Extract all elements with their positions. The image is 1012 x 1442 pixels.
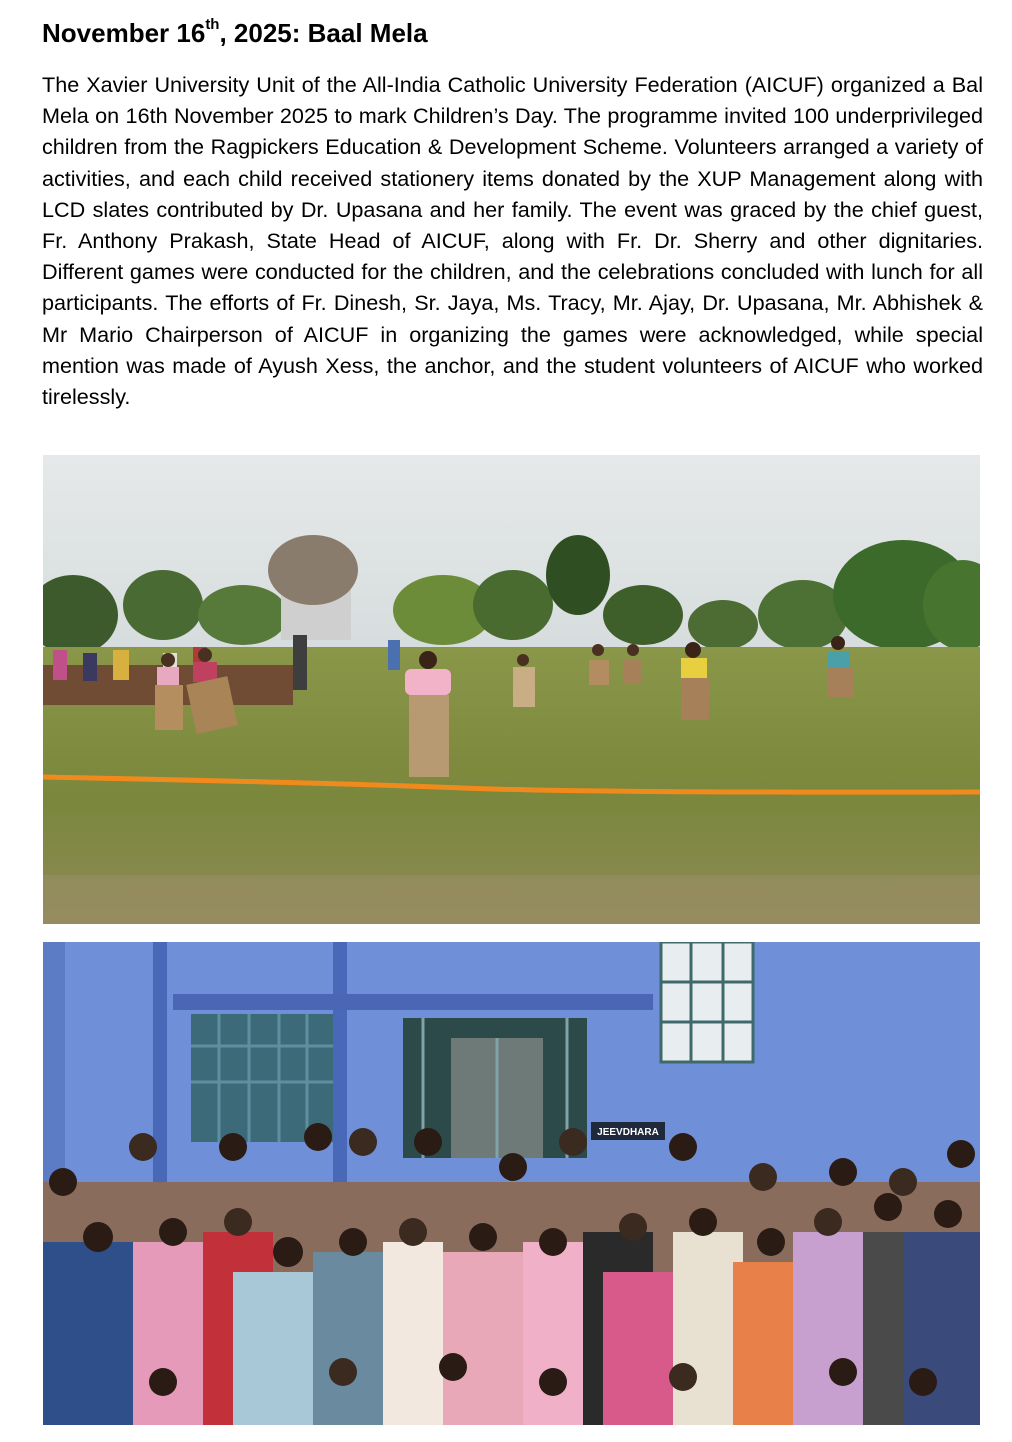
group-photo-illustration [43, 942, 980, 1425]
door-sign [591, 1122, 665, 1140]
crowd-front-clothing [43, 1232, 980, 1425]
window-right [661, 942, 753, 1062]
page-title [42, 16, 428, 50]
event-description: The Xavier University Unit of the All-India Catholic University Federation (AICUF) organized a Bal Mela on 16th November 2025 to mark Children’s Day. The programme invited 100 underprivileged children from the Ragpickers Education & Development Scheme. Volunteers arranged a variety of activities, and each child received stationery items donated by the XUP Management along with LCD slates contributed by Dr. Upasana and her family. The event was graced by the chief guest, Fr. Anthony Prakash, State Head of AICUF, along with Fr. Dr. Sherry and other dignitaries. Different games were conducted for the children, and the celebrations concluded with lunch for all participants. The efforts of Fr. Dinesh, Sr. Jaya, Ms. Tracy, Mr. Ajay, Dr. Upasana, Mr. Abhishek & Mr Mario Chairperson of AICUF in organizing the games were acknowledged, while special mention was made of Ayush Xess, the anchor, and the student volunteers of AICUF who worked tirelessly. [42, 72, 983, 410]
sack-race-photo [43, 455, 980, 924]
door-sign-text: JEEVDHARA [597, 1127, 659, 1138]
title-date: November 16 [42, 18, 206, 48]
title-event: , 2025: Baal Mela [219, 18, 428, 48]
title-date-ordinal: th [205, 16, 220, 34]
window-left [191, 1014, 333, 1142]
sack-race-illustration [43, 455, 980, 924]
group-photo [43, 942, 980, 1425]
